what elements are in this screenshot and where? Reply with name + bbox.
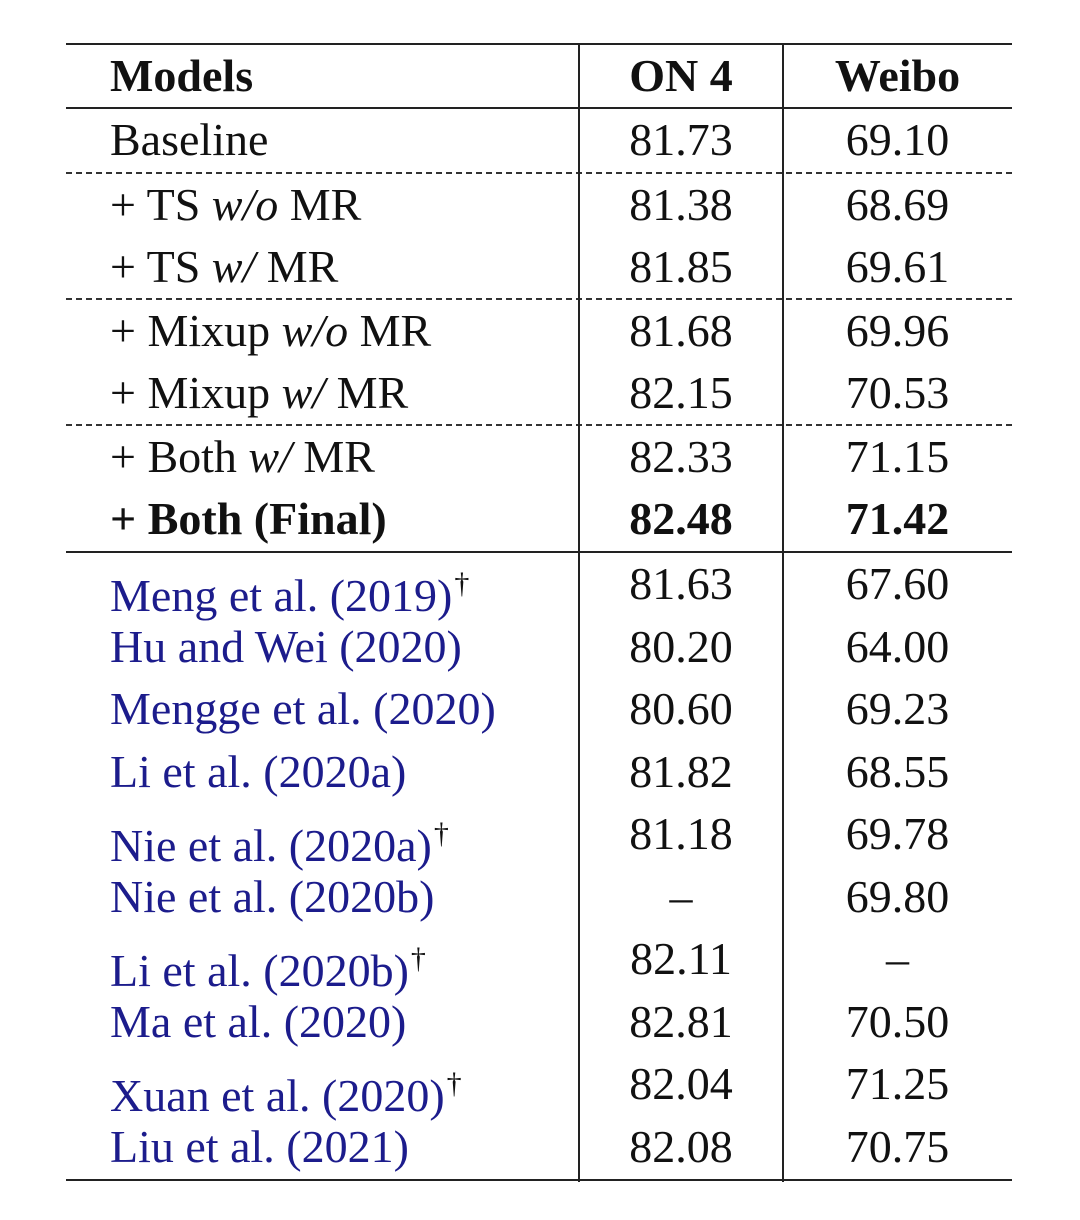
model-name xyxy=(110,552,470,621)
weibo-score: 71.15 xyxy=(845,431,950,482)
on4-score: 82.08 xyxy=(629,1121,733,1172)
ablation-row xyxy=(66,173,1012,236)
weibo-score: 69.10 xyxy=(845,114,950,165)
model-name: + Both (Final) xyxy=(110,493,387,544)
citation-link[interactable]: Mengge et al. (2020) xyxy=(110,683,496,734)
weibo-score: 70.75 xyxy=(845,1121,950,1172)
model-name xyxy=(110,1052,462,1121)
citation-link[interactable]: Ma et al. (2020) xyxy=(110,996,407,1047)
citation-link[interactable]: Li et al. (2020b) xyxy=(110,945,409,996)
header-on4: ON 4 xyxy=(629,50,733,101)
weibo-score: 68.69 xyxy=(845,179,950,230)
weibo-score: 69.80 xyxy=(845,871,950,922)
weibo-score: 70.53 xyxy=(845,367,950,418)
dagger-mark: † xyxy=(433,817,449,850)
model-name: Baseline xyxy=(110,114,269,165)
prior-work-row xyxy=(66,865,1012,928)
model-name xyxy=(110,990,406,1053)
prior-work-row xyxy=(66,552,1012,621)
on4-score: 81.68 xyxy=(629,305,733,356)
citation-link[interactable]: Nie et al. (2020a) xyxy=(110,820,432,871)
on4-score: 82.81 xyxy=(629,996,733,1047)
on4-score: 81.18 xyxy=(629,808,733,859)
weibo-score: 69.96 xyxy=(845,305,950,356)
on4-score: 82.15 xyxy=(629,367,733,418)
weibo-score: 71.25 xyxy=(845,1058,950,1109)
weibo-score: 69.61 xyxy=(845,241,950,292)
weibo-score: 69.78 xyxy=(845,808,950,859)
header-models: Models xyxy=(110,50,254,101)
dagger-mark: † xyxy=(410,942,426,975)
ablation-row xyxy=(66,235,1012,298)
prior-work-row xyxy=(66,740,1012,803)
ablation-row xyxy=(66,299,1012,362)
prior-work-row xyxy=(66,927,1012,996)
citation-link[interactable]: Liu et al. (2021) xyxy=(110,1121,409,1172)
model-name xyxy=(110,927,426,996)
citation-link[interactable]: Li et al. (2020a) xyxy=(110,746,407,797)
prior-work-row xyxy=(66,990,1012,1053)
model-name: + Both w/ MR xyxy=(110,431,375,482)
on4-score: 82.33 xyxy=(629,431,733,482)
on4-score: 81.38 xyxy=(629,179,733,230)
model-name xyxy=(110,615,462,678)
model-name: + Mixup w/ MR xyxy=(110,367,409,418)
weibo-score: 68.55 xyxy=(845,746,950,797)
dagger-mark: † xyxy=(454,567,470,600)
on4-score: 81.63 xyxy=(629,558,733,609)
citation-link[interactable]: Nie et al. (2020b) xyxy=(110,871,435,922)
prior-work-row xyxy=(66,677,1012,740)
ablation-row xyxy=(66,361,1012,424)
final-row xyxy=(66,487,1012,550)
weibo-score: 67.60 xyxy=(845,558,950,609)
citation-link[interactable]: Meng et al. (2019) xyxy=(110,570,453,621)
model-name: + TS w/ MR xyxy=(110,241,339,292)
model-name xyxy=(110,1115,409,1178)
weibo-score: 69.23 xyxy=(845,683,950,734)
bottom-rule xyxy=(66,1179,1012,1181)
on4-score: 82.04 xyxy=(629,1058,733,1109)
model-name xyxy=(110,677,496,740)
prior-work-row xyxy=(66,1115,1012,1178)
header-row xyxy=(66,44,1012,107)
header-weibo: Weibo xyxy=(834,50,961,101)
model-name: + TS w/o MR xyxy=(110,179,362,230)
weibo-score: 70.50 xyxy=(845,996,950,1047)
weibo-score: 64.00 xyxy=(845,621,950,672)
prior-work-row xyxy=(66,615,1012,678)
citation-link[interactable]: Hu and Wei (2020) xyxy=(110,621,462,672)
on4-score: 80.20 xyxy=(629,621,733,672)
ablation-row xyxy=(66,108,1012,171)
on4-score: 81.73 xyxy=(629,114,733,165)
ablation-row xyxy=(66,425,1012,488)
on4-score: 82.11 xyxy=(630,933,732,984)
weibo-score: – xyxy=(886,933,909,984)
on4-score: 82.48 xyxy=(629,493,733,544)
model-name xyxy=(110,865,434,928)
model-name xyxy=(110,802,449,871)
dagger-mark: † xyxy=(446,1067,462,1100)
model-name: + Mixup w/o MR xyxy=(110,305,432,356)
on4-score: 80.60 xyxy=(629,683,733,734)
weibo-score: 71.42 xyxy=(845,493,950,544)
on4-score: – xyxy=(669,871,693,922)
citation-link[interactable]: Xuan et al. (2020) xyxy=(110,1070,445,1121)
on4-score: 81.85 xyxy=(629,241,733,292)
prior-work-row xyxy=(66,802,1012,871)
prior-work-row xyxy=(66,1052,1012,1121)
results-table xyxy=(66,43,1012,1182)
on4-score: 81.82 xyxy=(629,746,733,797)
model-name xyxy=(110,740,406,803)
